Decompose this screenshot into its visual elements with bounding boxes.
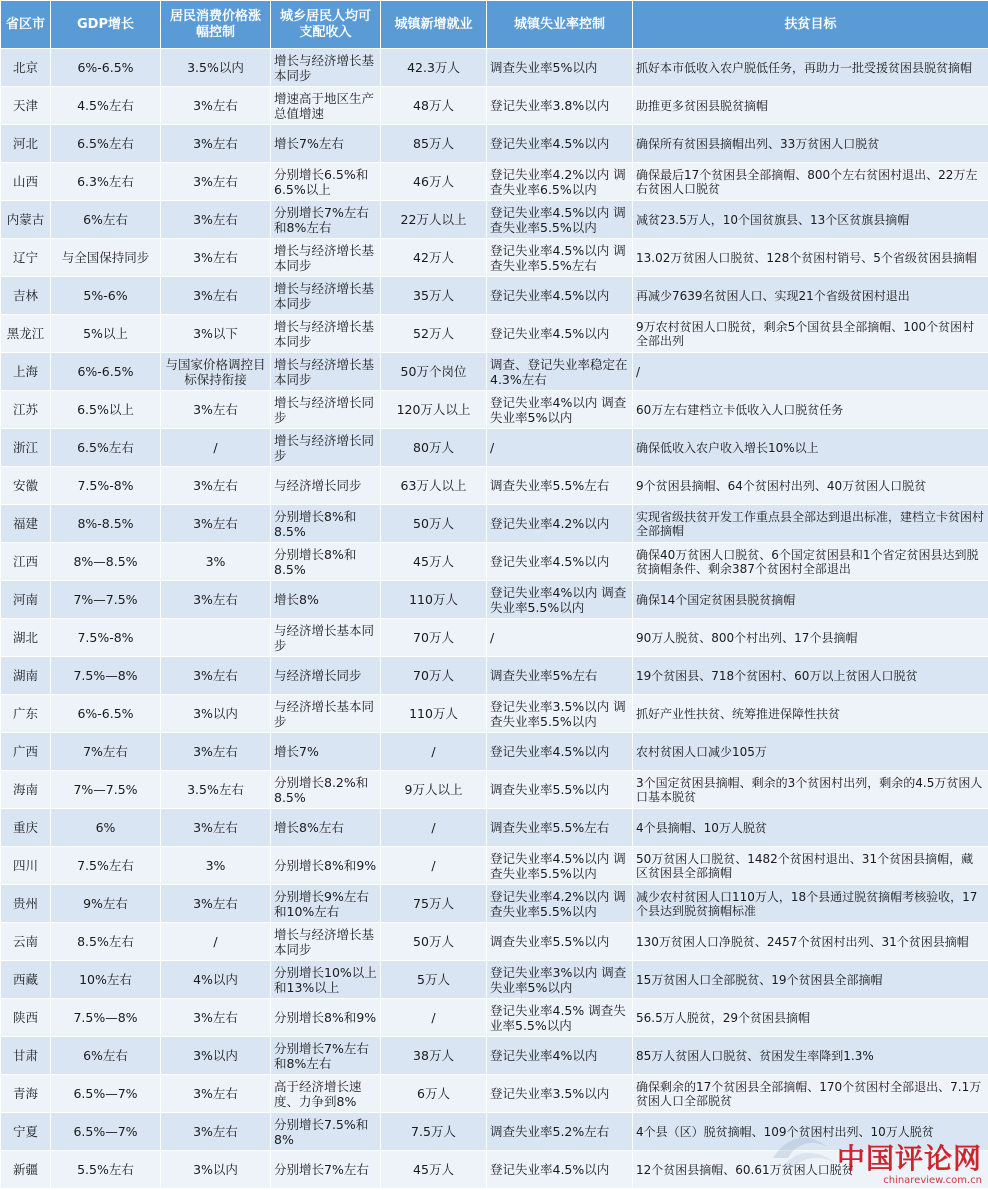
header-new-employment: 城镇新增就业 [381,1,487,49]
cell-unemployment-control: 登记失业率3%以内 调查失业率5%以内 [487,961,633,999]
cell-gdp-growth: 7.5%—8% [51,999,161,1037]
cell-new-employment: 35万人 [381,277,487,315]
cell-disposable-income: 增长与经济增长基本同步 [271,239,381,277]
cell-province: 上海 [1,353,51,391]
cell-poverty-target: 9万农村贫困人口脱贫，剩余5个国贫县全部摘帽、100个贫困村全部出列 [633,315,988,353]
cell-disposable-income: 增长8% [271,581,381,619]
cell-unemployment-control: 登记失业率4%以内 调查失业率5%以内 [487,391,633,429]
cell-gdp-growth: 6%-6.5% [51,49,161,87]
header-province: 省区市 [1,1,51,49]
table-row [1,239,988,277]
cell-new-employment: 120万人以上 [381,391,487,429]
cell-disposable-income: 与经济增长基本同步 [271,619,381,657]
cell-new-employment: 38万人 [381,1037,487,1075]
cell-unemployment-control: 登记失业率4.5% 调查失业率5.5%以内 [487,999,633,1037]
cell-province: 河南 [1,581,51,619]
cell-poverty-target: 15万贫困人口全部脱贫、19个贫困县全部摘帽 [633,961,988,999]
header-unemployment-control: 城镇失业率控制 [487,1,633,49]
cell-unemployment-control: 调查失业率5.5%以内 [487,771,633,809]
cell-unemployment-control: 调查失业率5.5%以内 [487,923,633,961]
cell-province: 陕西 [1,999,51,1037]
cell-poverty-target: / [633,353,988,391]
cell-gdp-growth: 8.5%左右 [51,923,161,961]
cell-unemployment-control: 登记失业率4%以内 [487,1037,633,1075]
cell-new-employment: 50万人 [381,923,487,961]
cell-new-employment: 75万人 [381,885,487,923]
watermark-swirl-icon [768,1128,838,1172]
table-row [1,923,988,961]
table-row [1,961,988,999]
cell-disposable-income: 分别增长8%和8.5% [271,543,381,581]
table-row [1,543,988,581]
cell-gdp-growth: 7%左右 [51,733,161,771]
header-gdp-growth: GDP增长 [51,1,161,49]
cell-disposable-income: 增长与经济增长同步 [271,429,381,467]
cell-province: 新疆 [1,1151,51,1189]
cell-unemployment-control: / [487,619,633,657]
cell-cpi-control: 3%左右 [161,657,271,695]
cell-gdp-growth: 6%-6.5% [51,353,161,391]
table-header-row [1,1,988,49]
cell-new-employment: 5万人 [381,961,487,999]
cell-gdp-growth: 6.5%—7% [51,1075,161,1113]
cell-disposable-income: 分别增长8%和9% [271,847,381,885]
cell-unemployment-control: 登记失业率4.2%以内 调查失业率6.5%以内 [487,163,633,201]
cell-poverty-target: 确保14个国定贫困县脱贫摘帽 [633,581,988,619]
cell-province: 吉林 [1,277,51,315]
cell-new-employment: 42万人 [381,239,487,277]
cell-gdp-growth: 5%-6% [51,277,161,315]
cell-gdp-growth: 8%—8.5% [51,543,161,581]
table-row [1,467,988,505]
cell-disposable-income: 分别增长8%和8.5% [271,505,381,543]
table-row [1,391,988,429]
watermark-url: chinareview.com.cn [883,1175,982,1186]
cell-unemployment-control: 登记失业率4.5%以内 [487,125,633,163]
cell-cpi-control: 3%以内 [161,1151,271,1189]
cell-cpi-control: 3%以内 [161,1037,271,1075]
cell-disposable-income: 增长与经济增长基本同步 [271,277,381,315]
cell-poverty-target: 抓好产业性扶贫、统筹推进保障性扶贫 [633,695,988,733]
cell-poverty-target: 确保剩余的17个贫困县全部摘帽、170个贫困村全部退出、7.1万贫困人口全部脱贫 [633,1075,988,1113]
cell-province: 宁夏 [1,1113,51,1151]
cell-cpi-control: 与国家价格调控目标保持衔接 [161,353,271,391]
cell-cpi-control: 3.5%以内 [161,49,271,87]
table-row [1,885,988,923]
cell-gdp-growth: 9%左右 [51,885,161,923]
cell-poverty-target: 助推更多贫困县脱贫摘帽 [633,87,988,125]
cell-cpi-control: 3%左右 [161,87,271,125]
cell-cpi-control: 3%左右 [161,163,271,201]
watermark-logo: 中国评论网 [836,1142,982,1175]
cell-disposable-income: 分别增长7%左右 [271,1151,381,1189]
cell-unemployment-control: 登记失业率4.2%以内 调查失业率5.5%以内 [487,885,633,923]
cell-unemployment-control: 登记失业率4.5%以内 调查失业率5.5%左右 [487,239,633,277]
cell-province: 四川 [1,847,51,885]
table-row [1,315,988,353]
cell-unemployment-control: 登记失业率4.5%以内 [487,733,633,771]
cell-disposable-income: 分别增长8.2%和8.5% [271,771,381,809]
cell-cpi-control: / [161,923,271,961]
table-row [1,581,988,619]
cell-unemployment-control: 登记失业率4.2%以内 [487,505,633,543]
cell-disposable-income: 分别增长9%左右和10%左右 [271,885,381,923]
cell-new-employment: / [381,999,487,1037]
table-row [1,1075,988,1113]
cell-cpi-control: 3%左右 [161,999,271,1037]
table-row [1,505,988,543]
cell-gdp-growth: 7.5%左右 [51,847,161,885]
table-row [1,733,988,771]
cell-poverty-target: 4个县摘帽、10万人脱贫 [633,809,988,847]
cell-cpi-control: 4%以内 [161,961,271,999]
table-row [1,87,988,125]
header-cpi-control: 居民消费价格涨幅控制 [161,1,271,49]
cell-gdp-growth: 7.5%—8% [51,657,161,695]
cell-new-employment: / [381,847,487,885]
cell-unemployment-control: 登记失业率4.5%以内 [487,315,633,353]
cell-disposable-income: 与经济增长同步 [271,467,381,505]
cell-gdp-growth: 7.5%-8% [51,619,161,657]
table-row [1,847,988,885]
cell-gdp-growth: 10%左右 [51,961,161,999]
cell-disposable-income: 与经济增长基本同步 [271,695,381,733]
cell-new-employment: 110万人 [381,581,487,619]
cell-gdp-growth: 7%—7.5% [51,771,161,809]
cell-poverty-target: 实现省级扶贫开发工作重点县全部达到退出标准，建档立卡贫困村全部摘帽 [633,505,988,543]
cell-province: 天津 [1,87,51,125]
cell-poverty-target: 农村贫困人口减少105万 [633,733,988,771]
cell-new-employment: 110万人 [381,695,487,733]
cell-province: 海南 [1,771,51,809]
cell-province: 内蒙古 [1,201,51,239]
table-body [1,49,988,1189]
cell-poverty-target: 确保40万贫困人口脱贫、6个国定贫困县和1个省定贫困县达到脱贫摘帽条件、剩余387个贫困村全部退出 [633,543,988,581]
cell-cpi-control: 3%左右 [161,505,271,543]
cell-gdp-growth: 5.5%左右 [51,1151,161,1189]
cell-cpi-control: 3%左右 [161,809,271,847]
cell-province: 黑龙江 [1,315,51,353]
cell-new-employment: 63万人以上 [381,467,487,505]
cell-unemployment-control: 登记失业率3.8%以内 [487,87,633,125]
cell-new-employment: 52万人 [381,315,487,353]
cell-cpi-control: 3%左右 [161,1113,271,1151]
cell-gdp-growth: 6%左右 [51,201,161,239]
cell-poverty-target: 抓好本市低收入农户脱低任务，再助力一批受援贫困县脱贫摘帽 [633,49,988,87]
cell-cpi-control: 3%左右 [161,733,271,771]
cell-unemployment-control: 登记失业率3.5%以内 [487,1075,633,1113]
cell-cpi-control: 3%左右 [161,239,271,277]
cell-cpi-control: 3.5%左右 [161,771,271,809]
cell-poverty-target: 减贫23.5万人，10个国贫旗县、13个区贫旗县摘帽 [633,201,988,239]
cell-province: 辽宁 [1,239,51,277]
table-row [1,657,988,695]
cell-new-employment: 42.3万人 [381,49,487,87]
cell-gdp-growth: 与全国保持同步 [51,239,161,277]
cell-province: 西藏 [1,961,51,999]
cell-disposable-income: 分别增长7%左右和8%左右 [271,201,381,239]
cell-unemployment-control: 调查、登记失业率稳定在4.3%左右 [487,353,633,391]
cell-unemployment-control: 登记失业率4.5%以内 [487,543,633,581]
table-row [1,809,988,847]
table-row [1,277,988,315]
cell-disposable-income: 增长与经济增长基本同步 [271,315,381,353]
cell-unemployment-control: 登记失业率4.5%以内 [487,277,633,315]
cell-disposable-income: 分别增长7.5%和8% [271,1113,381,1151]
cell-province: 福建 [1,505,51,543]
cell-gdp-growth: 6.5%—7% [51,1113,161,1151]
cell-new-employment: 80万人 [381,429,487,467]
cell-gdp-growth: 6%左右 [51,1037,161,1075]
cell-new-employment: 70万人 [381,619,487,657]
cell-gdp-growth: 6.5%左右 [51,125,161,163]
cell-province: 江西 [1,543,51,581]
table-row [1,771,988,809]
cell-new-employment: 45万人 [381,1151,487,1189]
cell-new-employment: 70万人 [381,657,487,695]
cell-gdp-growth: 6.5%左右 [51,429,161,467]
cell-province: 重庆 [1,809,51,847]
cell-disposable-income: 增长与经济增长同步 [271,391,381,429]
cell-disposable-income: 增长与经济增长基本同步 [271,49,381,87]
cell-disposable-income: 分别增长10%以上和13%以上 [271,961,381,999]
cell-disposable-income: 增长与经济增长基本同步 [271,923,381,961]
cell-disposable-income: 增长7% [271,733,381,771]
header-poverty-target: 扶贫目标 [633,1,988,49]
cell-cpi-control: 3%左右 [161,581,271,619]
cell-cpi-control: 3% [161,543,271,581]
cell-poverty-target: 9个贫困县摘帽、64个贫困村出列、40万贫困人口脱贫 [633,467,988,505]
cell-unemployment-control: 登记失业率4.5%以内 调查失业率5.5%以内 [487,201,633,239]
table-row [1,1151,988,1189]
cell-gdp-growth: 6.5%以上 [51,391,161,429]
cell-province: 北京 [1,49,51,87]
cell-province: 浙江 [1,429,51,467]
cell-province: 安徽 [1,467,51,505]
cell-poverty-target: 减少农村贫困人口110万人，18个县通过脱贫摘帽考核验收，17个县达到脱贫摘帽标准 [633,885,988,923]
cell-poverty-target: 12个贫困县摘帽、60.61万贫困人口脱贫 [633,1151,988,1189]
cell-disposable-income: 增长8%左右 [271,809,381,847]
cell-new-employment: 45万人 [381,543,487,581]
cell-poverty-target: 90万人脱贫、800个村出列、17个县摘帽 [633,619,988,657]
cell-province: 广西 [1,733,51,771]
cell-province: 广东 [1,695,51,733]
cell-gdp-growth: 7.5%-8% [51,467,161,505]
cell-poverty-target: 4个县（区）脱贫摘帽、109个贫困村出列、10万人脱贫 [633,1113,988,1151]
cell-poverty-target: 19个贫困县、718个贫困村、60万以上贫困人口脱贫 [633,657,988,695]
cell-province: 湖南 [1,657,51,695]
table-row [1,163,988,201]
cell-new-employment: 7.5万人 [381,1113,487,1151]
cell-cpi-control: 3%左右 [161,125,271,163]
cell-new-employment: 50万个岗位 [381,353,487,391]
cell-poverty-target: 60万左右建档立卡低收入人口脱贫任务 [633,391,988,429]
cell-poverty-target: 56.5万人脱贫，29个贫困县摘帽 [633,999,988,1037]
cell-gdp-growth: 6%-6.5% [51,695,161,733]
cell-disposable-income: 增长与经济增长基本同步 [271,353,381,391]
cell-province: 江苏 [1,391,51,429]
cell-province: 贵州 [1,885,51,923]
cell-unemployment-control: 登记失业率3.5%以内 调查失业率5.5%以内 [487,695,633,733]
cell-new-employment: 6万人 [381,1075,487,1113]
table-row [1,353,988,391]
cell-province: 甘肃 [1,1037,51,1075]
cell-new-employment: 85万人 [381,125,487,163]
cell-gdp-growth: 6.3%左右 [51,163,161,201]
cell-unemployment-control: 调查失业率5.2%左右 [487,1113,633,1151]
cell-poverty-target: 13.02万贫困人口脱贫、128个贫困村销号、5个省级贫困县摘帽 [633,239,988,277]
cell-disposable-income: 分别增长6.5%和6.5%以上 [271,163,381,201]
cell-cpi-control: 3%以内 [161,695,271,733]
table-row [1,1037,988,1075]
cell-disposable-income: 分别增长8%和9% [271,999,381,1037]
cell-gdp-growth: 6% [51,809,161,847]
cell-gdp-growth: 5%以上 [51,315,161,353]
cell-cpi-control [161,619,271,657]
cell-unemployment-control: 调查失业率5.5%左右 [487,467,633,505]
cell-unemployment-control: 登记失业率4.5%以内 [487,1151,633,1189]
cell-new-employment: / [381,809,487,847]
cell-unemployment-control: 登记失业率4%以内 调查失业率5.5%以内 [487,581,633,619]
cell-poverty-target: 85万人贫困人口脱贫、贫困发生率降到1.3% [633,1037,988,1075]
table-row [1,619,988,657]
cell-cpi-control: 3%左右 [161,201,271,239]
cell-unemployment-control: / [487,429,633,467]
cell-cpi-control: 3%左右 [161,277,271,315]
table-row [1,1113,988,1151]
table-row [1,695,988,733]
cell-gdp-growth: 7%—7.5% [51,581,161,619]
cell-cpi-control: 3%左右 [161,467,271,505]
cell-disposable-income: 高于经济增长速度、力争到8% [271,1075,381,1113]
cell-cpi-control: 3% [161,847,271,885]
cell-cpi-control: / [161,429,271,467]
cell-cpi-control: 3%左右 [161,1075,271,1113]
cell-poverty-target: 130万贫困人口净脱贫、2457个贫困村出列、31个贫困县摘帽 [633,923,988,961]
cell-cpi-control: 3%左右 [161,885,271,923]
cell-province: 山西 [1,163,51,201]
cell-cpi-control: 3%以下 [161,315,271,353]
cell-poverty-target: 确保所有贫困县摘帽出列、33万贫困人口脱贫 [633,125,988,163]
cell-new-employment: / [381,733,487,771]
cell-new-employment: 48万人 [381,87,487,125]
table-row [1,999,988,1037]
cell-poverty-target: 再减少7639名贫困人口、实现21个省级贫困村退出 [633,277,988,315]
cell-cpi-control: 3%左右 [161,391,271,429]
cell-disposable-income: 增速高于地区生产总值增速 [271,87,381,125]
cell-unemployment-control: 登记失业率4.5%以内 调查失业率5.5%以内 [487,847,633,885]
cell-gdp-growth: 8%-8.5% [51,505,161,543]
cell-disposable-income: 增长7%左右 [271,125,381,163]
cell-poverty-target: 50万贫困人口脱贫、1482个贫困村退出、31个贫困县摘帽，藏区贫困县全部摘帽 [633,847,988,885]
cell-unemployment-control: 调查失业率5%以内 [487,49,633,87]
cell-new-employment: 50万人 [381,505,487,543]
cell-disposable-income: 分别增长7%左右和8%左右 [271,1037,381,1075]
cell-gdp-growth: 4.5%左右 [51,87,161,125]
cell-poverty-target: 确保最后17个贫困县全部摘帽、800个左右贫困村退出、22万左右贫困人口脱贫 [633,163,988,201]
cell-poverty-target: 确保低收入农户收入增长10%以上 [633,429,988,467]
cell-disposable-income: 与经济增长同步 [271,657,381,695]
cell-province: 青海 [1,1075,51,1113]
cell-province: 河北 [1,125,51,163]
table-row [1,201,988,239]
table-row [1,429,988,467]
header-disposable-income: 城乡居民人均可支配收入 [271,1,381,49]
cell-unemployment-control: 调查失业率5.5%左右 [487,809,633,847]
table-row [1,49,988,87]
cell-province: 云南 [1,923,51,961]
cell-new-employment: 9万人以上 [381,771,487,809]
cell-new-employment: 46万人 [381,163,487,201]
cell-unemployment-control: 调查失业率5%左右 [487,657,633,695]
cell-poverty-target: 3个国定贫困县摘帽、剩余的3个贫困村出列，剩余的4.5万贫困人口基本脱贫 [633,771,988,809]
table-row [1,125,988,163]
cell-new-employment: 22万人以上 [381,201,487,239]
cell-province: 湖北 [1,619,51,657]
